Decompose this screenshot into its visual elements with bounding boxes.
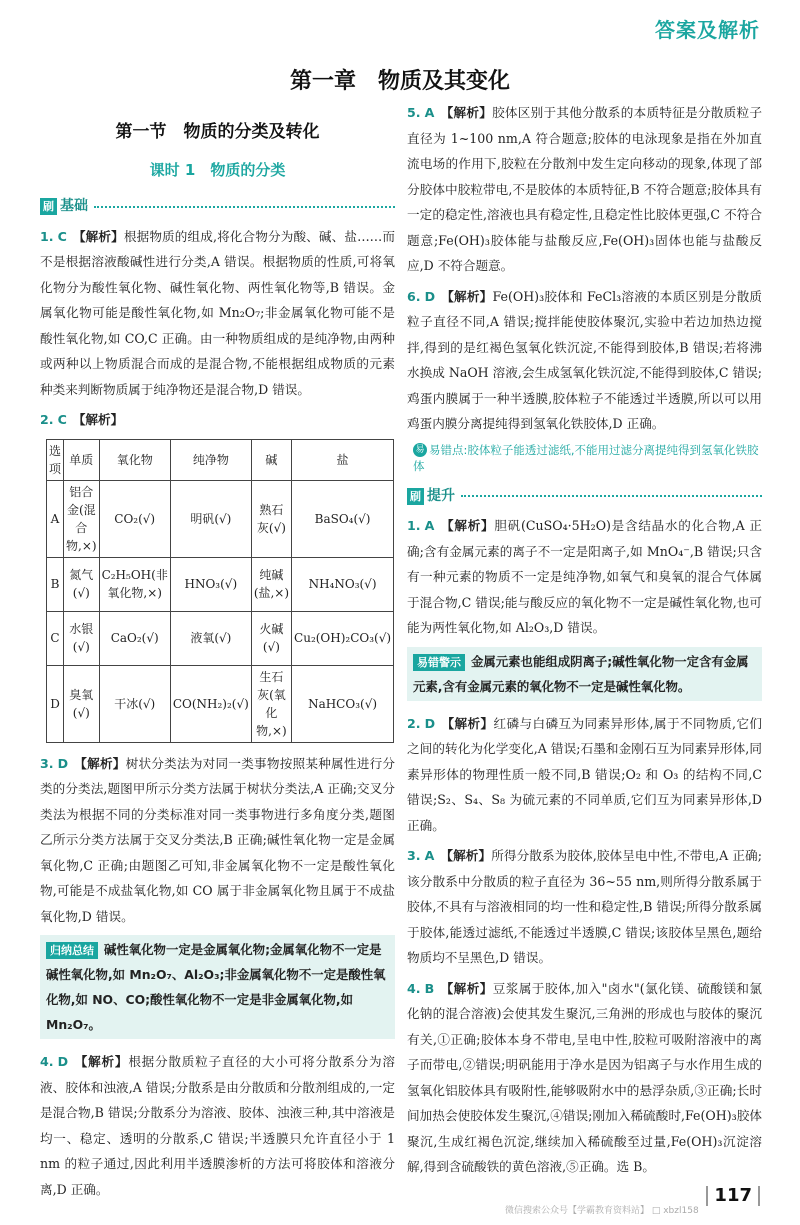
answer-letter: D [424,288,436,304]
table-header: 碱 [251,439,291,480]
table-cell: Cu₂(OH)₂CO₃(√) [292,611,394,665]
analysis-text: 红磷与白磷互为同素异形体,属于不同物质,它们之间的转化为化学变化,A 错误;石墨和金刚石互为同素异形体,同素异形体的物理性质一般不同,B 错误;O₂ 和 O₃ 的结构不同,C 错误;S₂、S₄、S₈ 为硫元素的不同单质,它们互为同素异形体,D 正确。 [407,715,762,833]
level-advanced [407,484,762,510]
analysis-tag: 【解析】 [440,518,495,533]
analysis-tag: 【解析】 [440,105,493,120]
table-cell: CO(NH₂)₂(√) [170,665,251,742]
analysis-tag: 【解析】 [441,288,493,304]
table-cell: 臭氧(√) [64,665,100,742]
right-column [407,100,762,1185]
level-basic [40,194,395,220]
advanced-item-4 [407,976,762,1180]
warning-tag: 易错警示 [413,654,465,671]
dotted-divider [461,495,762,497]
table-cell: CO₂(√) [99,480,170,557]
table-header: 纯净物 [170,439,251,480]
advanced-item-3 [407,843,762,971]
table-cell: BaSO₄(√) [292,480,394,557]
analysis-tag: 【解析】 [72,412,124,427]
answer-item-5 [407,100,762,279]
analysis-text: 胆矾(CuSO₄·5H₂O)是含结晶水的化合物,A 正确;含有金属元素的离子不一定是阳离子,如 MnO₄⁻,B 错误;只含有一种元素的物质不一定是纯净物,如氧气和臭氧的混合气体属于混合物,C 错误;能与酸反应的氧化物不一定是碱性氧化物,也可能为两性氧化物,如 Al₂O₃,D 错误。 [407,518,763,635]
question-number: 4. [407,980,421,996]
answer-letter: C [57,228,67,244]
answer-item-6 [407,284,762,437]
question-number: 3. [407,848,421,863]
question-number: 6. [407,288,421,304]
note-icon: 易 [413,443,427,457]
table-row [47,665,394,742]
table-header: 单质 [64,439,100,480]
warning-box [407,647,762,701]
analysis-text: 根据物质的组成,将化合物分为酸、碱、盐……而不是根据溶液酸碱性进行分类,A 错误。根据物质的性质,可将氧化物分为酸性氧化物、碱性氧化物、两性氧化物等,B 错误。金属氧化物可能是酸性氧化物,如 Mn₂O₇;非金属氧化物可能不是酸性氧化物,如 CO,C 正确。由一种物质组成的是纯净物,由两种或两种以上物质混合而成的是混合物,不能根据组成物质的元素种类来判断物质属于纯净物还是混合物,D 错误。 [40,228,395,397]
question-number: 2. [40,412,54,427]
answer-letter: D [57,755,69,771]
table-cell: 氮气(√) [64,557,100,611]
warning-text: 金属元素也能组成阴离子;碱性氧化物一定含有金属元素,含有金属元素的氧化物不一定是碱性氧化物。 [413,653,749,694]
table-cell: 生石灰(氧化物,×) [251,665,291,742]
chapter-title: 第一章 物质及其变化 [289,69,510,94]
table-cell: D [47,665,64,742]
analysis-tag: 【解析】 [440,848,492,863]
table-header: 盐 [292,439,394,480]
answer-item-3 [40,751,395,930]
footer-watermark: 微信搜索公众号【学霸教育资料站】 □ xbzl158 [505,1206,699,1216]
advanced-item-1 [407,513,762,641]
table-row [47,611,394,665]
answer-letter: A [424,848,435,863]
answer-header: 答案及解析 [655,18,760,42]
answer-item-2 [40,407,395,433]
analysis-text: Fe(OH)₃胶体和 FeCl₃溶液的本质区别是分散质粒子直径不同,A 错误;搅拌能使胶体聚沉,实验中若边加热边搅拌,得到的是红褐色氢氧化铁沉淀,不能得到胶体,B 错误;若将沸水换成 NaOH 溶液,会生成氢氧化铁沉淀,不能得到胶体,C 错误;鸡蛋内膜属于一种半透膜,胶体粒子不能透过半透膜,所以可以用鸡蛋内膜分离提纯得到氢氧化铁胶体,D 正确。 [407,288,763,431]
analysis-tag: 【解析】 [441,715,494,731]
analysis-text: 豆浆属于胶体,加入"卤水"(氯化镁、硫酸镁和氯化钠的混合溶液)会使其发生聚沉,三角洲的形成也与胶体的聚沉有关,①正确;胶体本身不带电,呈电中性,胶粒可吸附溶液中的离子而带电,②错误;明矾能用于净水是因为铝离子与水作用生成的氢氧化铝胶体具有吸附性,能够吸附水中的悬浮杂质,③正确;长时间加热会使胶体发生聚沉,④错误;刚加入稀硫酸时,Fe(OH)₃胶体聚沉,生成红褐色沉淀,继续加入稀硫酸至过量,Fe(OH)₃沉淀溶解,得到含硫酸铁的黄色溶液,⑤正确。选 B。 [407,980,762,1174]
table-cell: 干冰(√) [99,665,170,742]
analysis-text: 根据分散质粒子直径的大小可将分散系分为溶液、胶体和浊液,A 错误;分散系是由分散质和分散剂组成的,一定是混合物,B 错误;分散系分为溶液、胶体、浊液三种,其中溶液是均一、稳定、透明的分散系,C 错误;半透膜只允许直径小于 1 nm 的粒子通过,因此利用半透膜渗析的方法可将胶体和溶液分离,D 正确。 [40,1054,396,1197]
table-cell: CaO₂(√) [99,611,170,665]
question-number: 5. [407,105,421,120]
analysis-text: 所得分散系为胶体,胶体呈电中性,不带电,A 正确;该分散系中分散质的粒子直径为 36~55 nm,则所得分散系属于胶体,不具有与溶液相同的均一性和稳定性,B 错误;所得分散系属于胶体,能透过滤纸,不能透过半透膜,C 错误;该胶体呈黑色,题给物质均不呈黑色,D 错误。 [407,848,762,965]
table-cell: C₂H₅OH(非氧化物,×) [99,557,170,611]
table-cell: C [47,611,64,665]
handwritten-note [413,442,762,474]
handwritten-note-text: 易错点:胶体粒子能透过滤纸,不能用过滤分离提纯得到氢氧化铁胶体 [413,442,759,473]
summary-tag: 归纳总结 [46,942,98,959]
classification-table [46,439,394,743]
answer-letter: A [424,105,435,120]
level-basic-label: 基础 [60,198,88,214]
answer-letter: D [57,1054,69,1069]
analysis-tag: 【解析】 [74,755,126,771]
top-bar [0,0,800,54]
table-cell: 明矾(√) [170,480,251,557]
summary-box [40,935,395,1039]
answer-item-4 [40,1049,395,1202]
analysis-text: 胶体区别于其他分散系的本质特征是分散质粒子直径为 1~100 nm,A 符合题意;胶体的电泳现象是指在外加直流电场的作用下,胶粒在分散剂中发生定向移动的现象,体现了部分胶体中胶粒带电,不是胶体的本质特征,B 不符合题意;胶体具有一定的稳定性,溶液也具有稳定性,且稳定性比胶体更强,C 不符合题意;Fe(OH)₃胶体能与盐酸反应,Fe(OH)₃固体也能与盐酸反应,D 不符合题意。 [407,105,763,273]
table-row [47,480,394,557]
dotted-divider [94,206,395,208]
question-number: 1. [407,518,421,533]
answer-letter: A [424,518,435,533]
page-number: 117 [706,1186,760,1206]
analysis-tag: 【解析】 [74,1054,129,1069]
analysis-tag: 【解析】 [440,980,493,996]
section-title: 第一节 物质的分类及转化 [115,122,320,142]
table-cell: NaHCO₃(√) [292,665,394,742]
table-row [47,557,394,611]
table-header: 选项 [47,439,64,480]
table-cell: 火碱(√) [251,611,291,665]
analysis-tag: 【解析】 [72,228,124,244]
level-advanced-label: 提升 [427,487,455,504]
question-number: 2. [407,715,421,731]
table-cell: 水银(√) [64,611,100,665]
brush-icon: 刷 [407,488,424,505]
table-cell: 铝合金(混合物,×) [64,480,100,557]
question-number: 1. [40,228,54,244]
table-cell: 液氧(√) [170,611,251,665]
advanced-item-2 [407,711,762,839]
table-header-row [47,439,394,480]
question-number: 4. [40,1054,54,1069]
table-cell: HNO₃(√) [170,557,251,611]
table-cell: B [47,557,64,611]
brush-icon: 刷 [40,198,57,215]
table-cell: A [47,480,64,557]
table-cell: NH₄NO₃(√) [292,557,394,611]
question-number: 3. [40,755,54,771]
answer-letter: C [57,412,67,427]
table-header: 氧化物 [99,439,170,480]
summary-text: 碱性氧化物一定是金属氧化物;金属氧化物不一定是碱性氧化物,如 Mn₂O₇、Al₂O₃;非金属氧化物不一定是酸性氧化物,如 NO、CO;酸性氧化物不一定是非金属氧化物,如 Mn₂O₇。 [46,942,386,1032]
table-cell: 纯碱(盐,×) [251,557,291,611]
table-cell: 熟石灰(√) [251,480,291,557]
answer-item-1 [40,224,395,403]
left-column [40,100,395,1207]
analysis-text: 树状分类法为对同一类事物按照某种属性进行分类的分类法,题图甲所示分类方法属于树状分类法,A 正确;交叉分类法为根据不同的分类标准对同一类事物进行多角度分类,题图乙所示分类方法属于交叉分类法,B 正确;碱性氧化物一定是金属氧化物,C 正确;由题图乙可知,非金属氧化物不一定是酸性氧化物,可能是不成盐氧化物,如 CO 属于非金属氧化物且属于不成盐氧化物,D 错误。 [40,755,396,924]
answer-letter: D [424,715,436,731]
lesson-title: 课时 1 物质的分类 [149,161,286,179]
answer-letter: B [424,980,435,996]
